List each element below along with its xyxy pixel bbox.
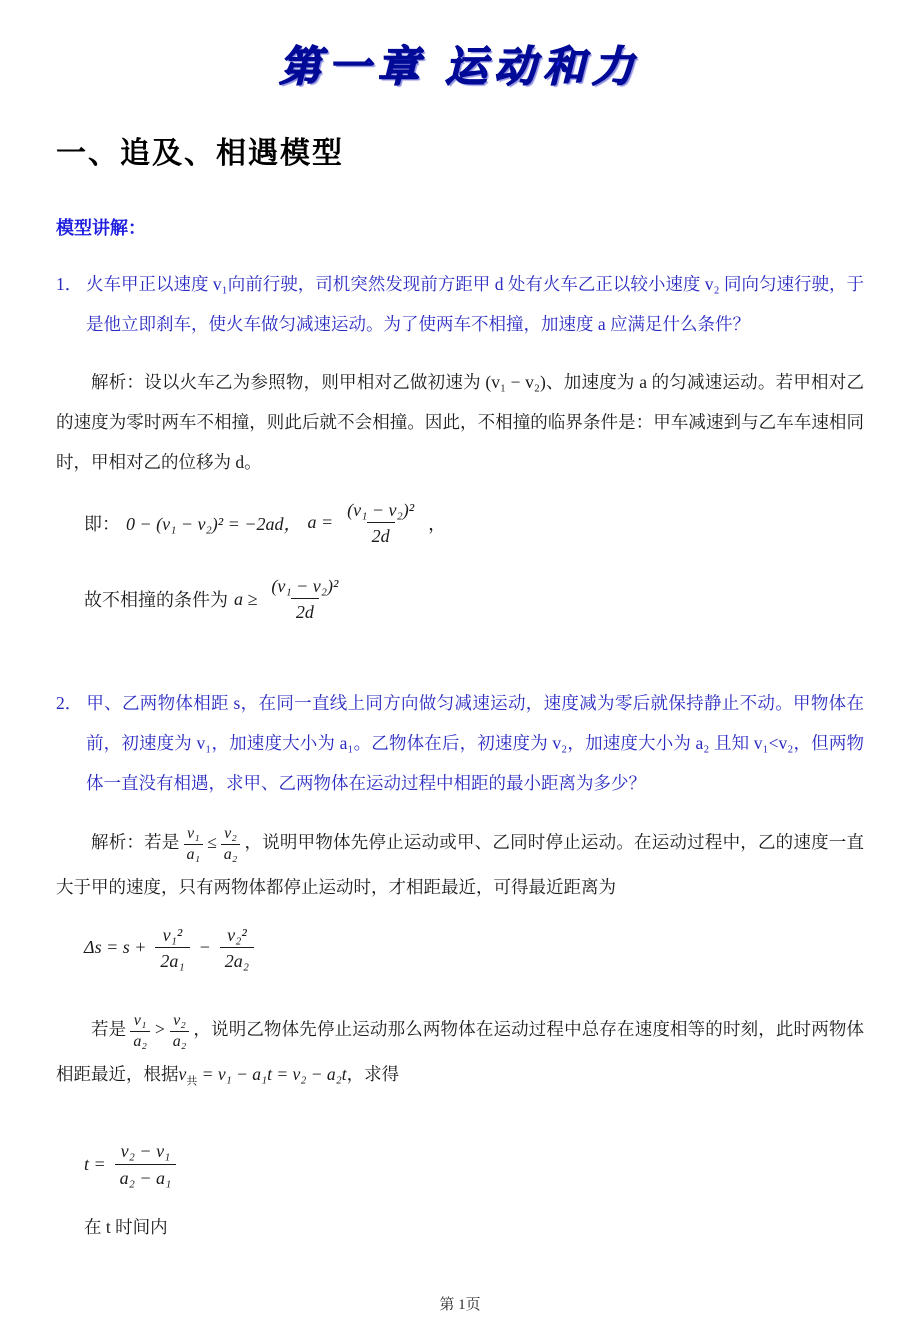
fraction [170,1011,190,1052]
fraction-numerator: v₂ − v₁ [120,1141,171,1162]
fraction-denominator: 2d [367,522,395,548]
formula-2-prefix: 故不相撞的条件为 [84,590,228,611]
fraction [155,923,189,974]
fraction-numerator: v₁ [133,1011,147,1029]
sol2-p1-rest: ，说明甲物体先停止运动或甲、乙同时停止运动。在运动过程中，乙的速度一直大于甲的速度，只有两物体都停止运动时，才相距最近，可得最近距离为 [56,832,865,897]
formula-kinematics [84,498,864,549]
fraction-denominator: 2d [291,598,319,624]
sol2-p2-tail: ，求得 [346,1063,400,1084]
formula-time [84,1139,864,1190]
formula-1-expression: 0 − (v₁ − v₂)² = −2ad， [126,513,302,534]
formula-2-lhs: a ≥ [234,588,258,609]
solution-2-paragraph-2 [56,1007,864,1103]
page-number: 第 1页 [439,1297,481,1313]
v-common-subscript: 共 [186,1075,198,1088]
fraction-numerator: v₁² [162,924,183,945]
formula-no-collision-condition [84,574,864,625]
fraction [342,498,419,549]
problem-2-text: 甲、乙两物体相距 s，在同一直线上同方向做匀减速运动，速度减为零后就保持静止不动。甲物体在前，初速度为 v₁，加速度大小为 a₁。乙物体在后，初速度为 v₂，加速度大小为 a₂ 且知 v₁<v₂，但两物体一直没有相遇，求甲、乙两物体在运动过程中相距的最小距离为多少？ [86,692,864,793]
fraction-numerator: (v₁ − v₂)² [347,499,415,520]
model-explain-label: 模型讲解： [56,218,146,238]
formula-1-lhs: a = [307,512,334,533]
fraction-numerator: (v₁ − v₂)² [271,576,339,597]
problem-2 [56,683,864,803]
fraction-denominator: a₂ [170,1031,190,1052]
sol2-p2-mid: ，说明乙物体先停止运动那么两物体在运动过程中总存在速度相等的时刻，此时两物体相距最近，根据 [56,1019,865,1084]
fraction-numerator: v₂ [173,1011,186,1029]
problem-1-text: 火车甲正以速度 v₁向前行驶，司机突然发现前方距甲 d 处有火车乙正以较小速度 v₂ 同向匀速行驶，于是他立即刹车，使火车做匀减速运动。为了使两车不相撞，加速度 a 应满足什么条件？ [86,274,864,334]
chapter-title: 第一章 运动和力 [279,43,641,90]
formula-1-tail: ， [428,513,447,534]
formula-1-label: 即： [84,513,120,534]
fraction-numerator: v₂² [227,924,247,945]
fraction-numerator: v₂ [224,824,237,842]
velocity-equation: = v₁ − a₁t = v₂ − a₂t [201,1063,347,1084]
v-common-symbol: v [178,1063,187,1084]
minus-operator: − [198,937,211,958]
fraction-denominator: a₂ − a₁ [115,1164,177,1190]
section-heading: 一、追及、相遇模型 [56,137,344,170]
problem-1 [56,264,864,344]
relation-operator: ≤ [207,832,217,853]
fraction-denominator: 2a₂ [220,947,254,973]
fraction-denominator: a₁ [184,844,204,865]
in-time-t-line: 在 t 时间内 [84,1216,168,1237]
fraction-denominator: a₂ [221,844,241,865]
fraction [115,1139,177,1190]
formula-3-lhs: Δs = s + [84,937,147,958]
formula-4-lhs: t = [84,1154,106,1175]
problem-1-number: 1． [56,274,83,294]
formula-min-distance [84,923,864,974]
problem-2-number: 2． [56,692,83,713]
fraction-numerator: v₁ [186,824,200,842]
sol2-p1-lead: 解析：若是 [91,832,180,853]
fraction [221,824,241,865]
solution-2-paragraph-1 [56,820,864,908]
fraction [220,923,254,974]
relation-operator: > [153,1019,166,1040]
solution-1-paragraph: 解析：设以火车乙为参照物，则甲相对乙做初速为 (v₁ − v₂)、加速度为 a 的匀减速运动。若甲相对乙的速度为零时两车不相撞，则此后就不会相撞。因此，不相撞的临界条件是：甲车减速到与乙车车速相同时，甲相对乙的位移为 d。 [56,371,864,472]
fraction [184,824,204,865]
fraction [130,1011,150,1052]
fraction-denominator: a₂ [130,1031,150,1052]
fraction [266,574,343,625]
sol2-p2-lead: 若是 [91,1019,127,1040]
fraction-denominator: 2a₁ [155,947,189,973]
